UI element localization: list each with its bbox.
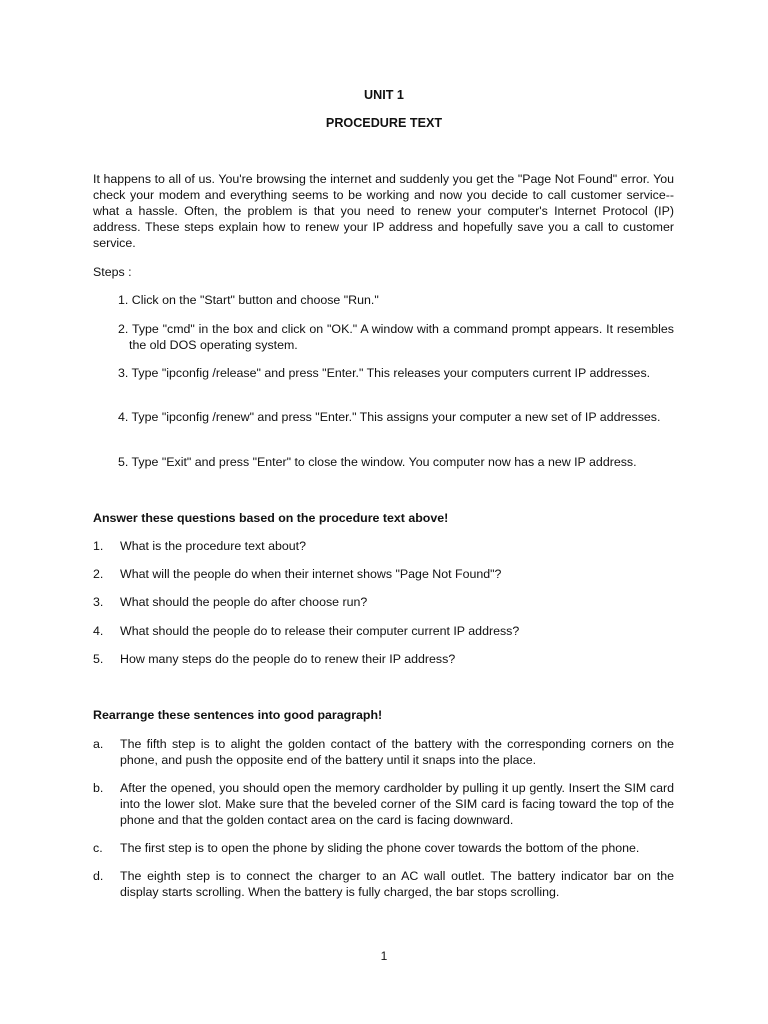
step-text: 4. Type "ipconfig /renew" and press "Enter." This assigns your computer a new set of IP addresses.	[118, 410, 661, 424]
step-item	[118, 292, 674, 308]
question-number: 1.	[93, 539, 104, 553]
question-text: What is the procedure text about?	[120, 539, 306, 553]
sentence-text: The eighth step is to connect the charger to an AC wall outlet. The battery indicator bar on the display starts scrolling. When the battery is fully charged, the bar stops scrolling.	[120, 869, 674, 899]
question-text: What should the people do after choose run?	[120, 595, 368, 609]
unit-heading: UNIT 1	[364, 88, 404, 102]
step-item	[118, 365, 674, 381]
step-text: 2. Type "cmd" in the box and click on "OK." A window with a command prompt appears. It resembles the old DOS operating system.	[118, 322, 674, 352]
steps-label: Steps :	[93, 265, 132, 279]
sentence-letter: d.	[93, 869, 104, 883]
page-number: 1	[380, 949, 388, 963]
question-number: 4.	[93, 624, 104, 638]
sentence-text: The first step is to open the phone by sliding the phone cover towards the bottom of the phone.	[120, 841, 640, 855]
sentence-text: The fifth step is to alight the golden contact of the battery with the corresponding corners on the phone, and push the opposite end of the battery until it snaps into the place.	[120, 737, 674, 767]
sentence-letter: a.	[93, 737, 104, 751]
sentence-letter: c.	[93, 841, 103, 855]
question-text: What will the people do when their internet shows "Page Not Found"?	[120, 567, 502, 581]
question-text: What should the people do to release their computer current IP address?	[120, 624, 520, 638]
step-item	[118, 409, 674, 425]
step-text: 1. Click on the "Start" button and choose "Run."	[118, 293, 379, 307]
step-text: 3. Type "ipconfig /release" and press "Enter." This releases your computers current IP addresses.	[118, 366, 651, 380]
question-text: How many steps do the people do to renew their IP address?	[120, 652, 456, 666]
question-number: 5.	[93, 652, 104, 666]
questions-heading: Answer these questions based on the procedure text above!	[93, 511, 449, 525]
rearrange-heading: Rearrange these sentences into good paragraph!	[93, 708, 383, 722]
step-item	[118, 454, 674, 470]
document-title: PROCEDURE TEXT	[325, 116, 443, 130]
step-item	[118, 321, 674, 353]
step-text: 5. Type "Exit" and press "Enter" to close the window. You computer now has a new IP address.	[118, 455, 637, 469]
intro-paragraph: It happens to all of us. You're browsing the internet and suddenly you get the "Page Not Found" error. You check your modem and everything seems to be working and now you decide to call customer service--what a hassle. Often, the problem is that you need to renew your computer's Internet Protocol (IP) address. These steps explain how to renew your IP address and hopefully save you a call to customer service.	[93, 172, 674, 250]
sentence-letter: b.	[93, 781, 104, 795]
sentence-text: After the opened, you should open the memory cardholder by pulling it up gently. Insert the SIM card into the lower slot. Make sure that the beveled corner of the SIM card is facing toward the top of the phone and that the golden contact area on the card is facing downward.	[120, 781, 674, 827]
question-number: 2.	[93, 567, 104, 581]
question-number: 3.	[93, 595, 104, 609]
